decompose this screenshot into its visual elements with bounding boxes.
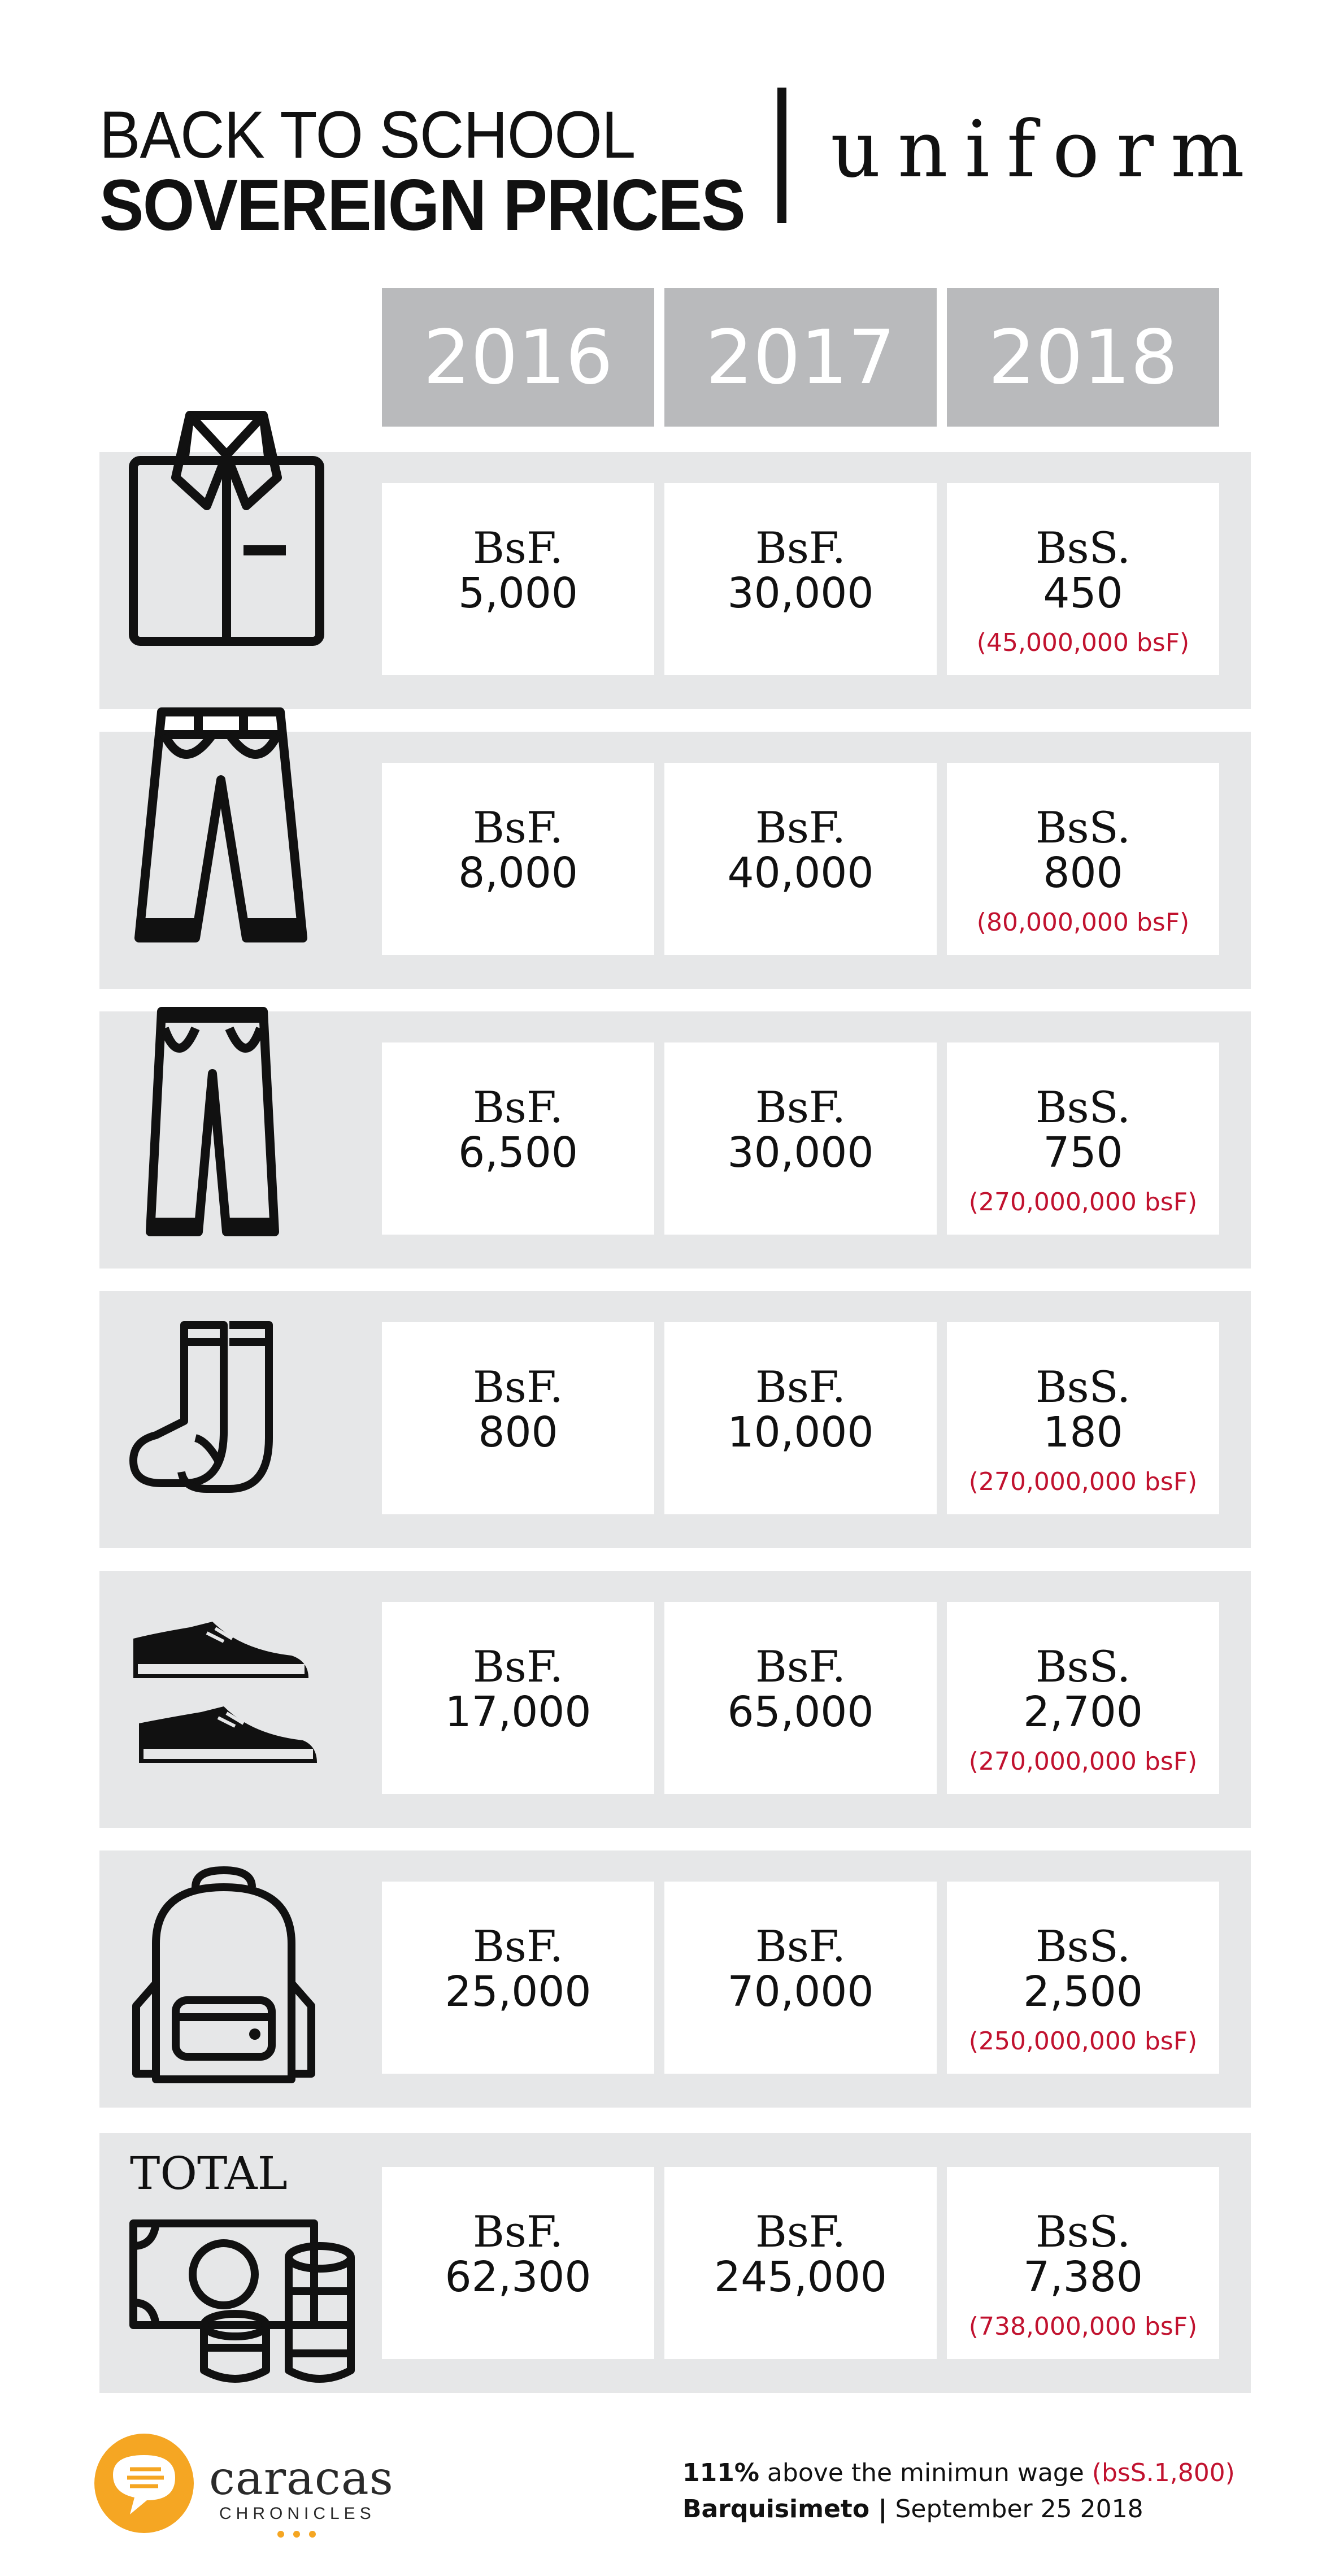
price-cell <box>947 483 1219 675</box>
currency-label: BsF. <box>473 2206 563 2257</box>
brand-dots <box>277 2530 316 2538</box>
price-amount: 6,500 <box>458 1128 578 1177</box>
currency-label: BsF. <box>755 1082 846 1132</box>
brand-subtitle: CHRONICLES <box>219 2504 376 2523</box>
money-coins-icon <box>122 2218 359 2387</box>
wage-percent: 111% <box>682 2458 759 2487</box>
price-amount: 25,000 <box>445 1967 592 2016</box>
currency-label: BsF. <box>473 1921 563 1971</box>
currency-label: BsF. <box>473 1641 563 1692</box>
wage-amount: (bsS.1,800) <box>1092 2458 1235 2487</box>
price-cell <box>382 1042 654 1235</box>
price-cell <box>382 763 654 955</box>
row-trousers <box>99 1011 1251 1269</box>
price-amount: 245,000 <box>714 2253 887 2301</box>
currency-label: BsF. <box>755 1641 846 1692</box>
currency-label: BsF. <box>755 802 846 853</box>
conversion-note: (270,000,000 bsF) <box>968 1188 1198 1217</box>
price-cell <box>664 763 937 955</box>
conversion-note: (738,000,000 bsF) <box>968 2312 1198 2341</box>
location: Barquisimeto | <box>682 2495 888 2523</box>
price-cell <box>947 763 1219 955</box>
page-title <box>99 98 801 246</box>
title-divider <box>777 88 786 223</box>
title-line-2: SOVEREIGN PRICES <box>99 165 745 246</box>
price-cell <box>664 2167 937 2359</box>
price-amount: 2,700 <box>1023 1688 1143 1736</box>
price-amount: 2,500 <box>1023 1967 1143 2016</box>
price-cell <box>947 1322 1219 1514</box>
price-amount: 7,380 <box>1023 2253 1143 2301</box>
jeans-icon <box>122 701 320 955</box>
footer-line-2 <box>682 2491 1235 2527</box>
price-cell <box>382 1882 654 2074</box>
footer-note <box>682 2455 1235 2527</box>
conversion-note: (270,000,000 bsF) <box>968 1747 1198 1776</box>
price-cell <box>382 1602 654 1794</box>
total-label: TOTAL <box>130 2147 288 2200</box>
price-amount: 17,000 <box>445 1688 592 1736</box>
conversion-note: (45,000,000 bsF) <box>976 628 1190 657</box>
footer-line-1 <box>682 2455 1235 2491</box>
currency-label: BsF. <box>473 1362 563 1412</box>
year-header-2017: 2017 <box>664 288 937 427</box>
row-sneakers <box>99 1571 1251 1828</box>
price-amount: 65,000 <box>727 1688 874 1736</box>
conversion-note: (80,000,000 bsF) <box>976 908 1190 937</box>
price-cell <box>947 1882 1219 2074</box>
row-shirt <box>99 452 1251 709</box>
price-cell <box>664 1602 937 1794</box>
currency-label: BsS. <box>1035 523 1131 573</box>
row-socks <box>99 1291 1251 1548</box>
conversion-note: (250,000,000 bsF) <box>968 2027 1198 2056</box>
price-amount: 750 <box>1043 1128 1123 1177</box>
price-cell <box>664 1322 937 1514</box>
subtitle: uniform <box>830 104 1262 195</box>
price-cell <box>382 1322 654 1514</box>
currency-label: BsF. <box>755 523 846 573</box>
currency-label: BsF. <box>755 1362 846 1412</box>
title-line-1: BACK TO SCHOOL <box>99 98 636 172</box>
price-cell <box>947 2167 1219 2359</box>
price-cell <box>664 483 937 675</box>
price-cell <box>947 1602 1219 1794</box>
currency-label: BsS. <box>1035 1362 1131 1412</box>
price-amount: 5,000 <box>458 569 578 618</box>
price-amount: 180 <box>1043 1408 1123 1457</box>
currency-label: BsF. <box>473 1082 563 1132</box>
wage-text: above the minimun wage <box>759 2458 1092 2487</box>
price-cell <box>382 483 654 675</box>
price-amount: 40,000 <box>727 849 874 897</box>
price-cell <box>664 1042 937 1235</box>
price-amount: 30,000 <box>727 569 874 618</box>
price-amount: 30,000 <box>727 1128 874 1177</box>
conversion-note: (270,000,000 bsF) <box>968 1467 1198 1496</box>
currency-label: BsF. <box>755 2206 846 2257</box>
row-jeans <box>99 732 1251 989</box>
price-amount: 70,000 <box>727 1967 874 2016</box>
currency-label: BsF. <box>755 1921 846 1971</box>
currency-label: BsS. <box>1035 2206 1131 2257</box>
trousers-icon <box>122 1006 303 1249</box>
currency-label: BsS. <box>1035 1082 1131 1132</box>
price-cell <box>664 1882 937 2074</box>
currency-label: BsS. <box>1035 802 1131 853</box>
socks-icon <box>122 1319 308 1500</box>
currency-label: BsF. <box>473 523 563 573</box>
date: September 25 2018 <box>887 2495 1143 2523</box>
year-header-2016: 2016 <box>382 288 654 427</box>
price-cell <box>382 2167 654 2359</box>
shirt-icon <box>122 404 342 653</box>
price-cell <box>947 1042 1219 1235</box>
currency-label: BsS. <box>1035 1921 1131 1971</box>
row-backpack <box>99 1850 1251 2108</box>
speech-bubble-logo-icon <box>90 2430 198 2537</box>
brand-name: caracas <box>209 2452 394 2505</box>
price-amount: 450 <box>1043 569 1123 618</box>
price-amount: 800 <box>478 1408 558 1457</box>
price-amount: 62,300 <box>445 2253 592 2301</box>
backpack-icon <box>122 1865 325 2091</box>
currency-label: BsF. <box>473 802 563 853</box>
price-amount: 10,000 <box>727 1408 874 1457</box>
price-amount: 800 <box>1043 849 1123 897</box>
year-header-2018: 2018 <box>947 288 1219 427</box>
sneakers-icon <box>122 1616 325 1786</box>
price-amount: 8,000 <box>458 849 578 897</box>
currency-label: BsS. <box>1035 1641 1131 1692</box>
